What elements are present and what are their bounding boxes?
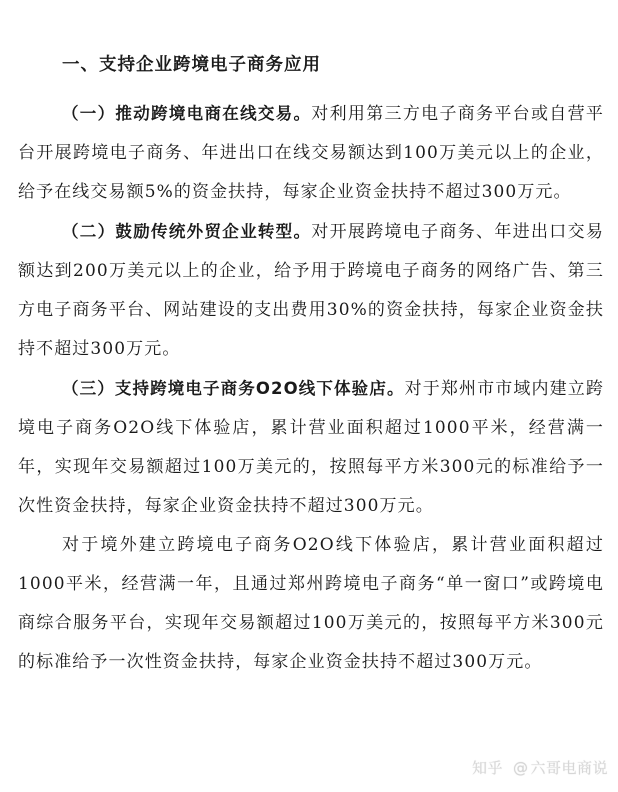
paragraph-4-body: 对于境外建立跨境电子商务O2O线下体验店，累计营业面积超过1000平米，经营满一年，且通过郑州跨境电子商务“单一窗口”或跨境电商综合服务平台，实现年交易额超过100万美元的，按照每平方米300元的标准给予一次性资金扶持，每家企业资金扶持不超过300万元。 <box>18 535 604 672</box>
watermark-site: 知乎 <box>471 759 503 777</box>
section-heading: 一、支持企业跨境电子商务应用 <box>62 55 321 75</box>
at-icon: @ <box>512 759 529 777</box>
paragraph-1-lead: （一）推动跨境电商在线交易。 <box>62 104 312 123</box>
paragraph-3 <box>18 369 604 526</box>
paragraph-3-body: 对于郑州市市域内建立跨境电子商务O2O线下体验店，累计营业面积超过1000平米，经营满一年，实现年交易额超过100万美元的，按照每平方米300元的标准给予一次性资金扶持，每家企业资金扶持不超过300万元。 <box>18 379 604 516</box>
paragraph-2-lead: （二）鼓励传统外贸企业转型。 <box>62 222 312 241</box>
paragraph-4 <box>18 526 604 682</box>
paragraph-2-body: 对开展跨境电子商务、年进出口交易额达到200万美元以上的企业，给予用于跨境电子商务的网络广告、第三方电子商务平台、网站建设的支出费用30%的资金扶持，每家企业资金扶持不超过300万元。 <box>18 222 604 359</box>
watermark-author: 六哥电商说 <box>530 759 608 777</box>
paragraph-1 <box>18 94 604 212</box>
paragraph-2 <box>18 212 604 369</box>
paragraph-1-body: 对利用第三方电子商务平台或自营平台开展跨境电子商务、年进出口在线交易额达到100万美元以上的企业，给予在线交易额5%的资金扶持，每家企业资金扶持不超过300万元。 <box>18 104 604 202</box>
zhihu-watermark <box>472 757 608 778</box>
paragraph-3-lead: （三）支持跨境电子商务O2O线下体验店。 <box>62 379 405 398</box>
